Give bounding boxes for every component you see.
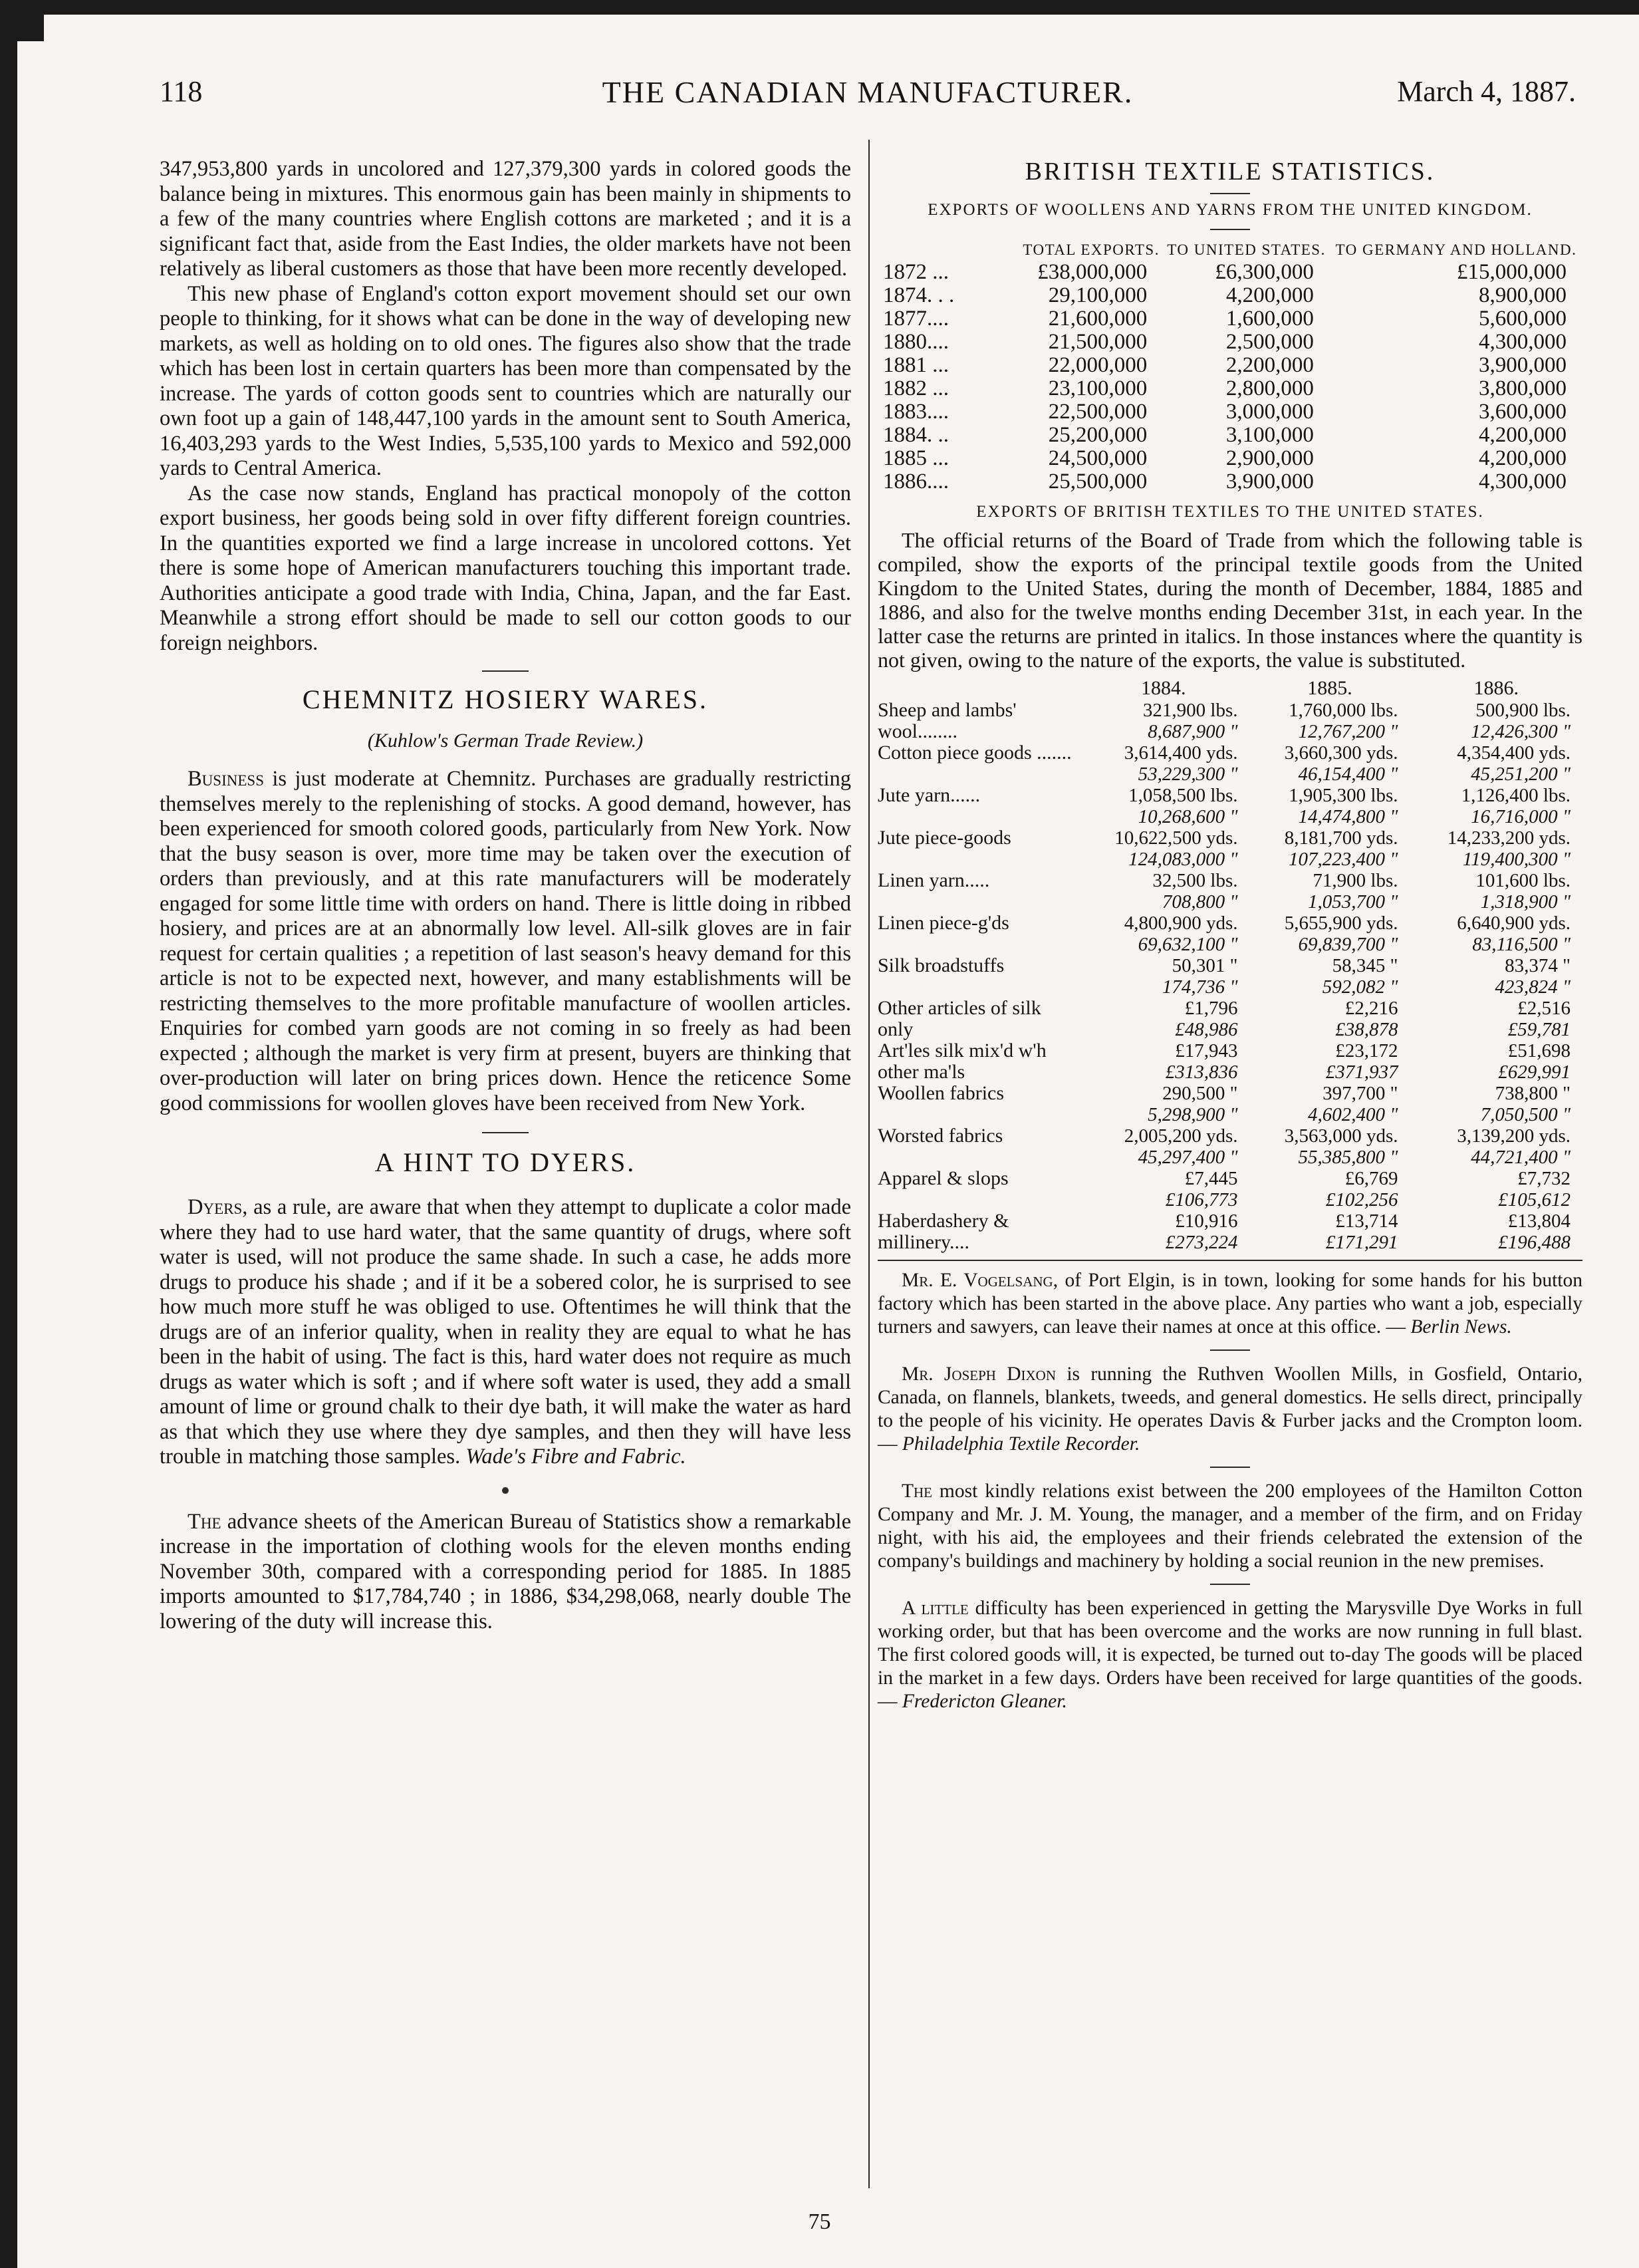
month-value-cell: 738,800 " — [1495, 1083, 1571, 1104]
note-lead: Mr. E. Vogelsang — [902, 1270, 1053, 1291]
row-label: Linen yarn..... — [878, 869, 990, 891]
note-source: Philadelphia Textile Recorder. — [902, 1433, 1140, 1455]
hosiery-title: CHEMNITZ HOSIERY WARES. — [302, 684, 709, 714]
table-row — [878, 827, 1582, 849]
table-row — [878, 261, 1582, 284]
year-total-cell: 69,632,100 " — [1138, 934, 1238, 955]
month-value-cell: 71,900 lbs. — [1313, 870, 1398, 891]
value-cell: 1,600,000 — [1225, 307, 1314, 331]
year-total-cell: £629,991 — [1498, 1062, 1571, 1083]
month-value-cell: 4,800,900 yds. — [1124, 913, 1238, 934]
row-label: Art'les silk mix'd w'h other ma'ls — [878, 1040, 1047, 1083]
scan-top-edge — [0, 0, 1639, 15]
year-total-cell: 44,721,400 " — [1471, 1147, 1571, 1168]
month-value-cell: £2,216 — [1344, 998, 1398, 1019]
year-cell: 1881 ... — [883, 353, 949, 377]
dyers-title: A HINT TO DYERS. — [374, 1147, 636, 1177]
section-divider — [1210, 193, 1250, 194]
year-total-cell: £196,488 — [1498, 1232, 1571, 1253]
row-label: Jute piece-goods — [878, 827, 1011, 849]
month-value-cell: £7,732 — [1517, 1168, 1571, 1189]
year-total-cell: 14,474,800 " — [1298, 806, 1398, 827]
table-row — [878, 424, 1582, 447]
value-cell: 2,800,000 — [1225, 376, 1314, 400]
value-cell: 22,000,000 — [1048, 353, 1148, 377]
row-label: Jute yarn...... — [878, 784, 981, 806]
note-source: Berlin News. — [1410, 1316, 1512, 1338]
article-paragraph: As the case now stands, England has practical monopoly of the cotton export business, her goods being sold in over fifty different foreign countries. In the quantities exported we find a large increase in uncolored cottons. Yet there is some hope of American manufacturers touching this important trade. Authorities anticipate a good trade with India, China, Japan, and the far East. Meanwhile a strong effort should be made to sell our cotton goods to our foreign neighbors. — [160, 481, 851, 655]
year-total-cell: 592,082 " — [1322, 976, 1398, 998]
section-divider — [1210, 1584, 1250, 1585]
value-cell: 8,900,000 — [1479, 283, 1567, 307]
note-lead: Mr. Joseph Dixon — [902, 1363, 1057, 1385]
month-value-cell: 10,622,500 yds. — [1114, 827, 1238, 849]
column-header: TOTAL EXPORTS. — [1023, 241, 1160, 258]
value-cell: 2,200,000 — [1225, 353, 1314, 377]
value-cell: 3,800,000 — [1479, 376, 1567, 400]
table-row — [878, 470, 1582, 494]
month-value-cell: £51,698 — [1507, 1040, 1571, 1062]
table-row — [878, 742, 1582, 764]
year-cell: 1872 ... — [883, 260, 949, 284]
year-total-cell: £102,256 — [1325, 1189, 1398, 1210]
row-label: Cotton piece goods ....... — [878, 742, 1072, 764]
value-cell: 25,200,000 — [1048, 423, 1148, 447]
year-total-cell: 174,736 " — [1162, 976, 1238, 998]
year-total-cell: 4,602,400 " — [1308, 1104, 1398, 1125]
value-cell: 5,600,000 — [1479, 307, 1567, 331]
month-value-cell: 5,655,900 yds. — [1284, 913, 1398, 934]
scan-corner — [17, 15, 44, 41]
dyers-paragraph — [160, 1195, 851, 1470]
table-end-rule — [878, 1260, 1582, 1261]
value-cell: 4,200,000 — [1225, 283, 1314, 307]
year-total-cell: £38,878 — [1335, 1019, 1398, 1040]
table-row — [878, 1210, 1582, 1232]
year-total-cell: 83,116,500 " — [1472, 934, 1571, 955]
year-total-cell: 53,229,300 " — [1138, 764, 1238, 785]
year-total-cell: 10,268,600 " — [1138, 806, 1238, 827]
year-total-cell: £171,291 — [1325, 1232, 1398, 1253]
textiles-table — [878, 677, 1582, 1253]
news-note: Mr. Joseph Dixon is running the Ruthven Woollen Mills, in Gosfield, Ontario, Canada, on flannels, blankets, tweeds, and general domestics. He sells direct, principally to the people of his vicinity. He operates Davis & Furber jacks and the Crompton loom. — Philadelphia Textile Recorder. — [878, 1363, 1583, 1455]
table-row — [878, 998, 1582, 1019]
month-value-cell: 397,700 " — [1323, 1083, 1398, 1104]
value-cell: 21,500,000 — [1048, 330, 1148, 354]
year-total-cell: 7,050,500 " — [1480, 1104, 1571, 1125]
year-total-cell: £371,937 — [1325, 1062, 1398, 1083]
value-cell: 4,300,000 — [1479, 470, 1567, 494]
value-cell: 3,900,000 — [1225, 470, 1314, 494]
note-source: Fredericton Gleaner. — [902, 1691, 1067, 1712]
textiles-table-body — [878, 700, 1582, 1253]
woollens-table-body — [878, 261, 1582, 494]
dyers-lead: Dyers — [188, 1195, 243, 1219]
year-total-cell: 119,400,300 " — [1462, 849, 1571, 870]
year-cell: 1874. . . — [883, 283, 955, 307]
column-header: 1886. — [1473, 677, 1519, 699]
year-cell: 1886.... — [883, 470, 949, 494]
wools-paragraph — [160, 1510, 851, 1635]
year-total-cell: 69,839,700 " — [1298, 934, 1398, 955]
year-total-cell: £105,612 — [1498, 1189, 1571, 1210]
article-paragraph: This new phase of England's cotton export movement should set our own people to thinking, for it shows what can be done in the way of developing new markets, as well as holding on to old ones. The figures also show that the trade which has been lost in certain quarters has been more than compensated by the increase. The yards of cotton goods sent to countries which are naturally our own foot up a gain of 148,447,100 yards in the amount sent to South America, 16,403,293 yards to the West Indies, 5,535,100 yards to Mexico and 592,000 yards to Central America. — [160, 281, 851, 480]
month-value-cell: £1,796 — [1184, 998, 1238, 1019]
value-cell: 29,100,000 — [1048, 283, 1148, 307]
month-value-cell: £17,943 — [1175, 1040, 1238, 1062]
month-value-cell: 3,139,200 yds. — [1457, 1125, 1571, 1147]
note-body: is running the Ruthven Woollen Mills, in Gosfield, Ontario, Canada, on flannels, blankets, tweeds, and general domestics. He sells direct, principally to the people of his vicinity. He operates Davis & Furber jacks and the Crompton loom. — [878, 1363, 1583, 1431]
month-value-cell: 321,900 lbs. — [1142, 700, 1238, 721]
dyers-source: Wade's Fibre and Fabric. — [465, 1445, 686, 1469]
table-row — [878, 700, 1582, 721]
section-divider — [482, 1132, 529, 1133]
woollens-heading: EXPORTS OF WOOLLENS AND YARNS FROM THE UNITED KINGDOM. — [928, 201, 1533, 219]
month-value-cell: £10,916 — [1175, 1210, 1238, 1232]
month-value-cell: 1,905,300 lbs. — [1289, 785, 1398, 806]
hosiery-body: is just moderate at Chemnitz. Purchases are gradually restricting themselves merely to the replenishing of stocks. A good demand, however, has been experienced for smooth colored goods, particularly from New York. Now that the busy season is over, more time may be taken over the execution of orders than previously, and at this rate manufacturers will be moderately engaged for some little time with orders on hand. There is little doing in ribbed hosiery, and prices are at an abnormally low level. All-silk gloves are in fair request for certain qualities ; a repetition of last season's heavy demand for this article is not to be expected next, however, and many establishments will be restricting themselves to the more profitable manufacture of woollen articles. Enquiries for combed yarn goods are not coming in so freely as had been expected ; although the market is very firm at present, buyers are thinking that over-production will later on bring prices down. Hence the reticence Some good commissions for woollen gloves have been received from New York. — [160, 767, 851, 1115]
hosiery-source: (Kuhlow's German Trade Review.) — [367, 730, 644, 752]
year-total-cell: 55,385,800 " — [1298, 1147, 1398, 1168]
row-label: Woollen fabrics — [878, 1082, 1005, 1104]
note-body: , of Port Elgin, is in town, looking for some hands for his button factory which has been started in the above place. Any parties who want a job, especially turners and sawyers, can leave their names at once at this office. — [878, 1270, 1582, 1338]
note-body: most kindly relations exist between the 200 employees of the Hamilton Cotton Company and Mr. J. M. Young, the manager, and a member of the firm, and on Friday night, with his aid, the employees and their friends celebrated the extension of the company's buildings and machinery by holding a social reunion in the new premises. — [878, 1481, 1582, 1572]
year-cell: 1880.... — [883, 330, 949, 354]
month-value-cell: 500,900 lbs. — [1475, 700, 1571, 721]
hosiery-paragraph — [160, 767, 851, 1116]
year-cell: 1885 ... — [883, 446, 949, 470]
month-value-cell: 1,126,400 lbs. — [1461, 785, 1571, 806]
dyers-body: , as a rule, are aware that when they attempt to duplicate a color made where they had to use hard water, that the same quantity of drugs, where soft water is used, will not produce the same shade. In such a case, he adds more drugs to produce his shade ; and if it be a sobered color, he is surprised to see how much more stuff he was obliged to use. Oftentimes he will think that the drugs are of an inferior quality, when in reality they are equal to what he has been in the habit of using. The fact is this, hard water does not require as much drugs as water which is soft ; and if where soft water is used, they add a small amount of lime or ground chalk to their dye bath, it will make the water as hard as that which they use where they dye samples, and then they will have less trouble in matching those samples. — [160, 1195, 851, 1469]
section-divider — [1210, 1349, 1250, 1351]
month-value-cell: 14,233,200 yds. — [1447, 827, 1571, 849]
value-cell: £38,000,000 — [1037, 260, 1148, 284]
year-cell: 1883.... — [883, 400, 949, 424]
left-column — [160, 157, 851, 1634]
value-cell: 3,900,000 — [1479, 353, 1567, 377]
news-note: A little difficulty has been experienced in getting the Marysville Dye Works in full working order, but that has been overcome and the works are now running in full blast. The first colored goods will, it is expected, be turned out to-day The goods will be placed in the market in a few days. Orders have been received for large quantities of the goods. — Fredericton Gleaner. — [878, 1598, 1583, 1712]
month-value-cell: 1,058,500 lbs. — [1128, 785, 1238, 806]
statistics-title: BRITISH TEXTILE STATISTICS. — [1025, 158, 1436, 186]
table-row — [878, 1083, 1582, 1104]
table-row — [878, 1168, 1582, 1189]
article-paragraph: 347,953,800 yards in uncolored and 127,379,300 yards in colored goods the balance being in mixtures. This enormous gain has been mainly in shipments to a few of the many countries where English cottons are marketed ; and it is a significant fact that, aside from the East Indies, the older markets have not been relatively as liberal customers as those that have been more recently developed. — [160, 157, 851, 281]
column-header — [878, 677, 1077, 700]
table-row — [878, 331, 1582, 354]
table-row — [878, 785, 1582, 806]
table-row — [878, 284, 1582, 307]
section-divider — [1210, 229, 1250, 230]
value-cell: 23,100,000 — [1048, 376, 1148, 400]
value-cell: 22,500,000 — [1048, 400, 1148, 424]
value-cell: 4,300,000 — [1479, 330, 1567, 354]
table-row — [878, 1040, 1582, 1062]
month-value-cell: 101,600 lbs. — [1475, 870, 1571, 891]
month-value-cell: 3,660,300 yds. — [1284, 742, 1398, 764]
publication-title: THE CANADIAN MANUFACTURER. — [602, 75, 1134, 109]
issue-date: March 4, 1887. — [1397, 75, 1576, 108]
month-value-cell: £13,714 — [1335, 1210, 1398, 1232]
textiles-heading: EXPORTS OF BRITISH TEXTILES TO THE UNITED STATES. — [976, 503, 1484, 521]
row-label: Haberdashery & millinery.... — [878, 1210, 1009, 1253]
table-row — [878, 870, 1582, 891]
page-header — [160, 74, 1576, 121]
value-cell: 21,600,000 — [1048, 307, 1148, 331]
section-divider — [1210, 1467, 1250, 1468]
news-notes — [878, 1269, 1582, 1713]
year-total-cell: 8,687,900 " — [1148, 721, 1238, 742]
year-total-cell: £313,836 — [1165, 1062, 1238, 1083]
year-total-cell: 46,154,400 " — [1298, 764, 1398, 785]
table-row — [878, 400, 1582, 424]
column-header: TO GERMANY AND HOLLAND. — [1335, 241, 1577, 258]
row-label: Other articles of silk only — [878, 997, 1041, 1040]
month-value-cell: £7,445 — [1184, 1168, 1238, 1189]
month-value-cell: 3,563,000 yds. — [1284, 1125, 1398, 1147]
month-value-cell: £23,172 — [1335, 1040, 1398, 1062]
table-header-row — [878, 677, 1582, 700]
value-cell: £6,300,000 — [1215, 260, 1314, 284]
month-value-cell: 3,614,400 yds. — [1124, 742, 1238, 764]
wools-body: advance sheets of the American Bureau of Statistics show a remarkable increase in the importation of clothing wools for the eleven months ending November 30th, compared with a corresponding period for 1885. In 1885 imports amounted to $17,784,740 ; in 1886, $34,298,068, nearly double The lowering of the duty will increase this. — [160, 1509, 851, 1633]
column-rule — [868, 140, 870, 2188]
value-cell: 2,500,000 — [1225, 330, 1314, 354]
month-value-cell: 50,301 " — [1172, 955, 1238, 976]
row-label: Silk broadstuffs — [878, 954, 1005, 976]
month-value-cell: £2,516 — [1517, 998, 1571, 1019]
month-value-cell: 83,374 " — [1505, 955, 1571, 976]
hosiery-lead: Business — [188, 767, 264, 791]
year-total-cell: 1,053,700 " — [1308, 891, 1398, 913]
month-value-cell: 32,500 lbs. — [1152, 870, 1238, 891]
news-note: Mr. E. Vogelsang, of Port Elgin, is in town, looking for some hands for his button factory which has been started in the above place. Any parties who want a job, especially turners and sawyers, can leave their names at once at this office. — Berlin News. — [878, 1270, 1582, 1338]
year-cell: 1884. .. — [883, 423, 949, 447]
news-note — [878, 1480, 1582, 1573]
section-divider — [482, 670, 529, 672]
year-total-cell: 12,426,300 " — [1471, 721, 1571, 742]
table-row — [878, 447, 1582, 470]
note-lead: The — [902, 1481, 933, 1502]
year-total-cell: 45,251,200 " — [1471, 764, 1571, 785]
scan-left-edge — [0, 0, 17, 2268]
value-cell: 3,100,000 — [1225, 423, 1314, 447]
ornament-dot — [502, 1487, 509, 1494]
table-row — [878, 354, 1582, 377]
wools-lead: The — [188, 1509, 221, 1534]
table-row — [878, 1125, 1582, 1147]
page-number: 118 — [160, 75, 203, 108]
year-total-cell: 423,824 " — [1495, 976, 1571, 998]
textiles-intro: The official returns of the Board of Trade from which the following table is compiled, show the exports of the principal textile goods from the United Kingdom to the United States, during the month of December, 1884, 1885 and 1886, and also for the twelve months ending December 31st, in each year. In the latter case the returns are printed in italics. In those instances where the quantity is not given, owing to the nature of the exports, the value is substituted. — [878, 528, 1582, 672]
table-row — [878, 955, 1582, 976]
month-value-cell: 2,005,200 yds. — [1124, 1125, 1238, 1147]
month-value-cell: 58,345 " — [1332, 955, 1398, 976]
year-total-cell: 45,297,400 " — [1138, 1147, 1238, 1168]
year-total-cell: £59,781 — [1507, 1019, 1571, 1040]
month-value-cell: 6,640,900 yds. — [1457, 913, 1571, 934]
year-total-cell: 5,298,900 " — [1148, 1104, 1238, 1125]
year-cell: 1882 ... — [883, 376, 949, 400]
year-total-cell: 107,223,400 " — [1289, 849, 1398, 870]
month-value-cell: £6,769 — [1344, 1168, 1398, 1189]
value-cell: 4,200,000 — [1479, 446, 1567, 470]
year-total-cell: 12,767,200 " — [1298, 721, 1398, 742]
row-label: Worsted fabrics — [878, 1125, 1003, 1147]
note-body: difficulty has been experienced in getting the Marysville Dye Works in full working order, but that has been overcome and the works are now running in full blast. The first colored goods will, it is expected, be turned out to-day The goods will be placed in the market in a few days. Orders have been received for large quantities of the goods. — [878, 1598, 1583, 1689]
year-total-cell: 708,800 " — [1162, 891, 1238, 913]
right-column — [878, 157, 1582, 1713]
month-value-cell: £13,804 — [1507, 1210, 1571, 1232]
value-cell: 4,200,000 — [1479, 423, 1567, 447]
row-label: Linen piece-g'ds — [878, 912, 1009, 934]
month-value-cell: 4,354,400 yds. — [1457, 742, 1571, 764]
month-value-cell: 8,181,700 yds. — [1284, 827, 1398, 849]
row-label: Apparel & slops — [878, 1167, 1009, 1189]
table-row — [878, 377, 1582, 400]
woollens-table — [878, 239, 1582, 494]
year-total-cell: 1,318,900 " — [1480, 891, 1571, 913]
value-cell: 3,600,000 — [1479, 400, 1567, 424]
year-total-cell: £106,773 — [1165, 1189, 1238, 1210]
year-total-cell: 16,716,000 " — [1471, 806, 1571, 827]
table-header-row — [878, 239, 1582, 261]
row-label: Sheep and lambs' wool........ — [878, 699, 1017, 742]
column-header: TO UNITED STATES. — [1167, 241, 1326, 258]
year-total-cell: £273,224 — [1165, 1232, 1238, 1253]
month-value-cell: 290,500 " — [1162, 1083, 1238, 1104]
value-cell: 25,500,000 — [1048, 470, 1148, 494]
year-total-cell: 124,083,000 " — [1128, 849, 1238, 870]
table-row — [878, 307, 1582, 331]
value-cell: 3,000,000 — [1225, 400, 1314, 424]
table-row — [878, 913, 1582, 934]
page-folio: 75 — [808, 2209, 831, 2234]
value-cell: 24,500,000 — [1048, 446, 1148, 470]
year-total-cell: £48,986 — [1175, 1019, 1238, 1040]
column-header: 1884. — [1141, 677, 1186, 699]
column-header — [878, 239, 1019, 261]
year-cell: 1877.... — [883, 307, 949, 331]
value-cell: £15,000,000 — [1457, 260, 1567, 284]
month-value-cell: 1,760,000 lbs. — [1289, 700, 1398, 721]
column-header: 1885. — [1307, 677, 1352, 699]
value-cell: 2,900,000 — [1225, 446, 1314, 470]
note-lead: A little — [902, 1598, 969, 1619]
